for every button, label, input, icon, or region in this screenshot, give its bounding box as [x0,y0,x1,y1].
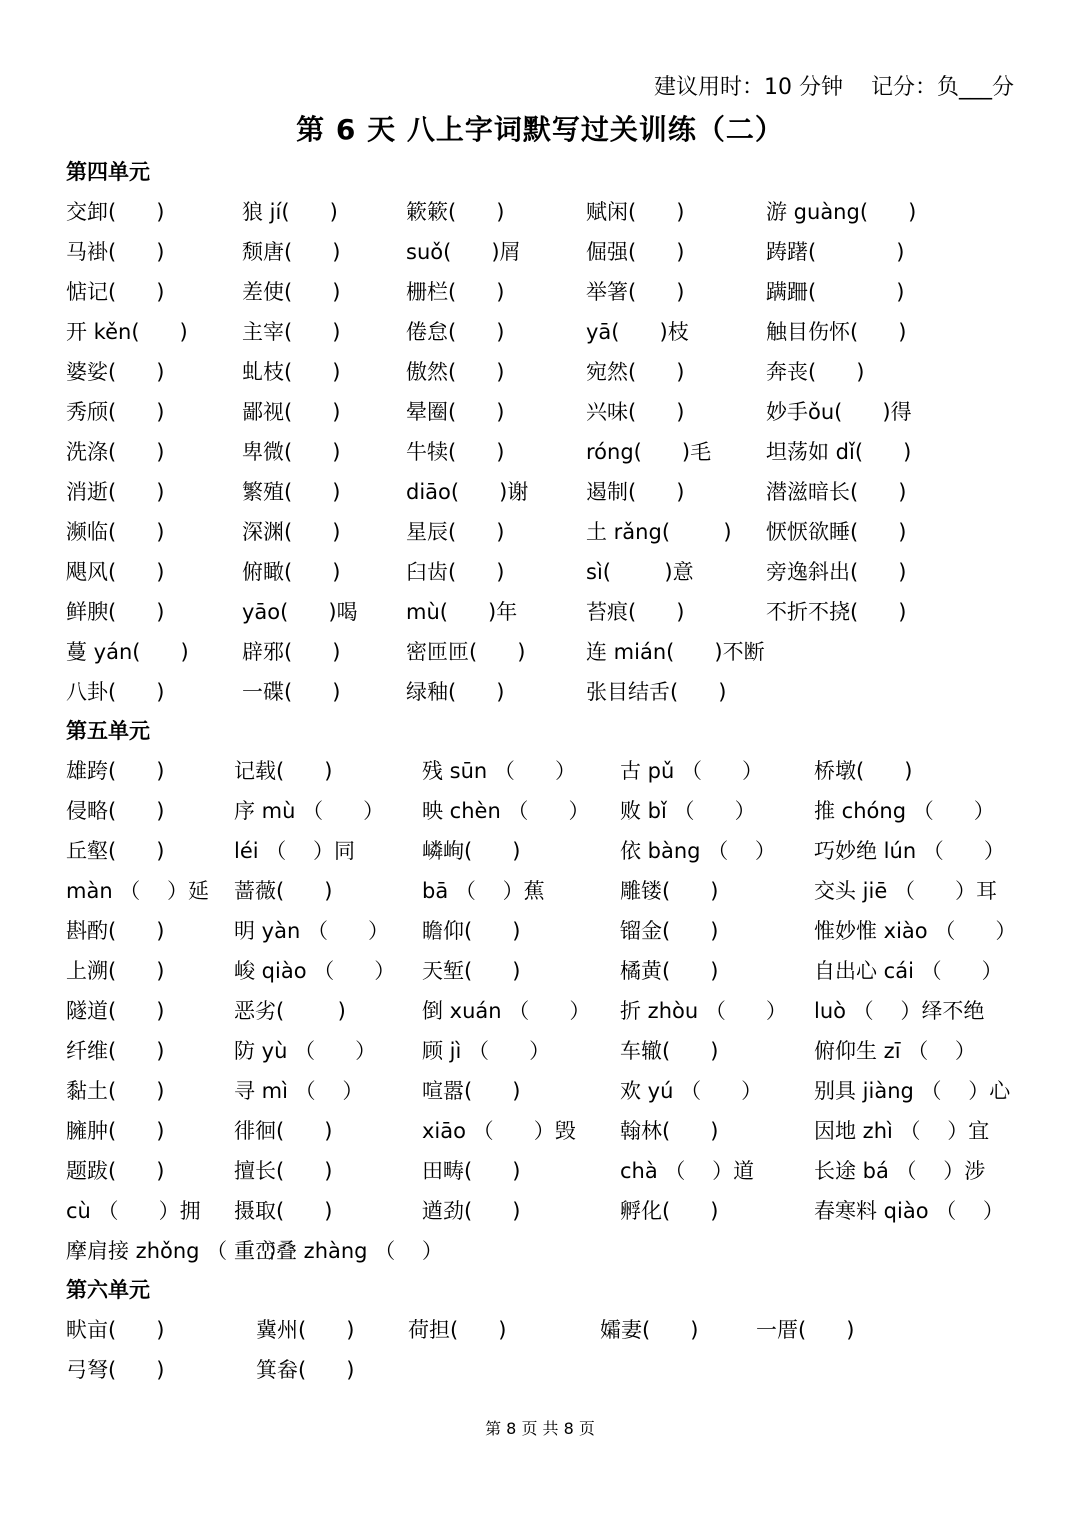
exercise-item: 擅长( ) [234,1159,333,1183]
exercise-item: 蔷薇( ) [234,879,333,903]
exercise-item: 橘黄( ) [620,959,719,983]
exercise-item: 傲然( ) [406,360,505,384]
exercise-item: 卑微( ) [242,440,341,464]
exercise-item: 踌躇( ) [766,240,905,264]
exercise-item: chà （ ）道 [620,1159,755,1183]
exercise-row [66,592,1026,632]
exercise-item: 妙手ǒu( )得 [766,400,912,424]
exercise-item: 鲜腴( ) [66,600,165,624]
exercise-item: 因地 zhì （ ）宜 [814,1119,990,1143]
exercise-item: 倔强( ) [586,240,685,264]
exercise-item: cù （ ）拥 [66,1199,201,1223]
exercise-item: 推 chóng （ ） [814,799,995,823]
exercise-item: 天堑( ) [422,959,521,983]
exercise-item: 臼齿( ) [406,560,505,584]
exercise-item: 俯瞰( ) [242,560,341,584]
exercise-item: 张目结舌( ) [586,680,727,704]
unit6-rows [66,1310,1026,1390]
exercise-item: yāo( )喝 [242,600,358,624]
exercise-item: 古 pǔ （ ） [620,759,764,783]
exercise-row [66,831,1026,871]
exercise-item: 星辰( ) [406,520,505,544]
exercise-item: 雄跨( ) [66,759,165,783]
exercise-item: 赋闲( ) [586,200,685,224]
exercise-item: 雕镂( ) [620,879,719,903]
exercise-item: 峻 qiào （ ） [234,959,396,983]
exercise-item: 翰林( ) [620,1119,719,1143]
exercise-row [66,911,1026,951]
exercise-item: 侵略( ) [66,799,165,823]
exercise-item: 土 rǎng( ) [586,520,732,544]
exercise-item: 别具 jiàng （ ）心 [814,1079,1011,1103]
exercise-item: 游 guàng( ) [766,200,917,224]
exercise-item: 主宰( ) [242,320,341,344]
unit4-heading: 第四单元 [66,160,150,184]
exercise-item: 狼 jí( ) [242,200,338,224]
exercise-item: 苔痕( ) [586,600,685,624]
exercise-item: 车辙( ) [620,1039,719,1063]
exercise-item: 嶙峋( ) [422,839,521,863]
exercise-item: 记载( ) [234,759,333,783]
exercise-item: 栅栏( ) [406,280,505,304]
exercise-item: 孀妻( ) [600,1318,699,1342]
exercise-item: 畎亩( ) [66,1318,165,1342]
exercise-item: 摄取( ) [234,1199,333,1223]
exercise-item: luò （ ）绎不绝 [814,999,985,1023]
page-title: 第 6 天 八上字词默写过关训练（二） [296,113,784,146]
unit6-heading: 第六单元 [66,1278,150,1302]
exercise-item: 恶劣( ) [234,999,346,1023]
exercise-item: 长途 bá （ ）涉 [814,1159,986,1183]
exercise-item: 绿釉( ) [406,680,505,704]
exercise-item: 开 kěn( ) [66,320,188,344]
exercise-item: 交头 jiē （ ）耳 [814,879,997,903]
exercise-item: 孵化( ) [620,1199,719,1223]
exercise-row [66,272,1026,312]
exercise-item: 牛犊( ) [406,440,505,464]
exercise-row [66,1350,1026,1390]
exercise-item: 惟妙惟 xiào （ ） [814,919,1017,943]
exercise-row [66,392,1026,432]
unit5-section [66,711,1026,1271]
exercise-item: 依 bàng （ ） [620,839,776,863]
exercise-item: 惦记( ) [66,280,165,304]
exercise-item: 遒劲( ) [422,1199,521,1223]
exercise-item: 倒 xuán （ ） [422,999,591,1023]
exercise-row [66,1231,1026,1271]
exercise-item: màn （ ）延 [66,879,210,903]
exercise-row [66,512,1026,552]
exercise-item: 不折不挠( ) [766,600,907,624]
exercise-item: 消逝( ) [66,480,165,504]
exercise-item: yā( )枝 [586,320,689,344]
unit4-rows [66,192,1026,712]
exercise-item: 密匝匝( ) [406,640,526,664]
exercise-item: 飓风( ) [66,560,165,584]
exercise-row [66,632,1026,672]
exercise-row [66,791,1026,831]
exercise-row [66,1031,1026,1071]
exercise-row [66,232,1026,272]
exercise-item: diāo( )谢 [406,480,529,504]
exercise-item: 残 sūn （ ） [422,759,576,783]
unit5-rows [66,751,1026,1271]
exercise-item: 瞻仰( ) [422,919,521,943]
exercise-item: 旁逸斜出( ) [766,560,907,584]
exercise-item: 重峦叠 zhàng （ ） [234,1239,443,1263]
exercise-item: bā （ ）蕉 [422,879,545,903]
exercise-item: 兴味( ) [586,400,685,424]
exercise-item: 深渊( ) [242,520,341,544]
exercise-item: 繁殖( ) [242,480,341,504]
exercise-item: 坦荡如 dǐ( ) [766,440,912,464]
exercise-item: xiāo （ ）毁 [422,1119,576,1143]
exercise-item: 败 bǐ （ ） [620,799,756,823]
exercise-item: 徘徊( ) [234,1119,333,1143]
exercise-item: 一碟( ) [242,680,341,704]
exercise-item: 俯仰生 zī （ ） [814,1039,976,1063]
exercise-row [66,1310,1026,1350]
exercise-item: 交卸( ) [66,200,165,224]
exercise-item: 奔丧( ) [766,360,865,384]
exercise-item: 虬枝( ) [242,360,341,384]
exercise-item: 八卦( ) [66,680,165,704]
exercise-item: 明 yàn （ ） [234,919,390,943]
exercise-item: 巧妙绝 lún （ ） [814,839,1005,863]
exercise-item: 婆娑( ) [66,360,165,384]
exercise-item: 箕畚( ) [256,1358,355,1382]
exercise-item: 镏金( ) [620,919,719,943]
page-footer: 第 8 页 共 8 页 [485,1419,595,1438]
exercise-item: 自出心 cái （ ） [814,959,1003,983]
exercise-item: mù( )年 [406,600,518,624]
exercise-item: róng( )毛 [586,440,712,464]
exercise-item: 喧嚣( ) [422,1079,521,1103]
exercise-item: 遏制( ) [586,480,685,504]
exercise-row [66,552,1026,592]
exercise-row [66,672,1026,712]
exercise-item: 蹒跚( ) [766,280,905,304]
exercise-item: 欢 yú （ ） [620,1079,763,1103]
exercise-item: 触目伤怀( ) [766,320,907,344]
exercise-item: 差使( ) [242,280,341,304]
exercise-row [66,991,1026,1031]
exercise-row [66,871,1026,911]
unit5-heading: 第五单元 [66,719,150,743]
exercise-item: 折 zhòu （ ） [620,999,787,1023]
exercise-row [66,472,1026,512]
exercise-row [66,951,1026,991]
exercise-item: 辟邪( ) [242,640,341,664]
exercise-item: sì( )意 [586,560,694,584]
exercise-item: 簌簌( ) [406,200,505,224]
exercise-item: 寻 mì （ ） [234,1079,364,1103]
exercise-item: 冀州( ) [256,1318,355,1342]
exercise-row [66,312,1026,352]
exercise-item: 倦怠( ) [406,320,505,344]
exercise-item: 纤维( ) [66,1039,165,1063]
exercise-item: 晕圈( ) [406,400,505,424]
exercise-item: 濒临( ) [66,520,165,544]
exercise-item: 颓唐( ) [242,240,341,264]
exercise-item: suǒ( )屑 [406,240,521,264]
exercise-row [66,1071,1026,1111]
exercise-item: 秀颀( ) [66,400,165,424]
exercise-item: 上溯( ) [66,959,165,983]
exercise-item: 田畴( ) [422,1159,521,1183]
exercise-item: 桥墩( ) [814,759,913,783]
exercise-row [66,1111,1026,1151]
exercise-item: 序 mù （ ） [234,799,385,823]
exercise-item: 马褂( ) [66,240,165,264]
exercise-item: 题跋( ) [66,1159,165,1183]
exercise-item: 摩肩接 zhǒng （ ） [66,1239,289,1263]
exercise-row [66,352,1026,392]
exercise-row [66,192,1026,232]
exercise-item: 连 mián( )不断 [586,640,765,664]
exercise-item: 斟酌( ) [66,919,165,943]
unit4-section [66,152,1026,712]
unit6-section [66,1270,1026,1390]
exercise-item: léi （ ）同 [234,839,355,863]
exercise-item: 宛然( ) [586,360,685,384]
exercise-item: 一厝( ) [756,1318,855,1342]
exercise-item: 映 chèn （ ） [422,799,590,823]
exercise-item: 荷担( ) [408,1318,507,1342]
exercise-item: 黏土( ) [66,1079,165,1103]
exercise-row [66,432,1026,472]
exercise-item: 春寒料 qiào （ ） [814,1199,1004,1223]
exercise-item: 潜滋暗长( ) [766,480,907,504]
exercise-item: 鄙视( ) [242,400,341,424]
exercise-row [66,1191,1026,1231]
exercise-item: 防 yù （ ） [234,1039,377,1063]
exercise-row [66,751,1026,791]
exercise-item: 顾 jì （ ） [422,1039,551,1063]
exercise-item: 举箸( ) [586,280,685,304]
exercise-item: 恹恹欲睡( ) [766,520,907,544]
exercise-item: 洗涤( ) [66,440,165,464]
exercise-item: 隧道( ) [66,999,165,1023]
exercise-item: 弓弩( ) [66,1358,165,1382]
exercise-row [66,1151,1026,1191]
exercise-item: 丘壑( ) [66,839,165,863]
exercise-item: 臃肿( ) [66,1119,165,1143]
exercise-item: 蔓 yán( ) [66,640,189,664]
page-meta: 建议用时：10 分钟 记分：负___分 [654,75,1014,100]
